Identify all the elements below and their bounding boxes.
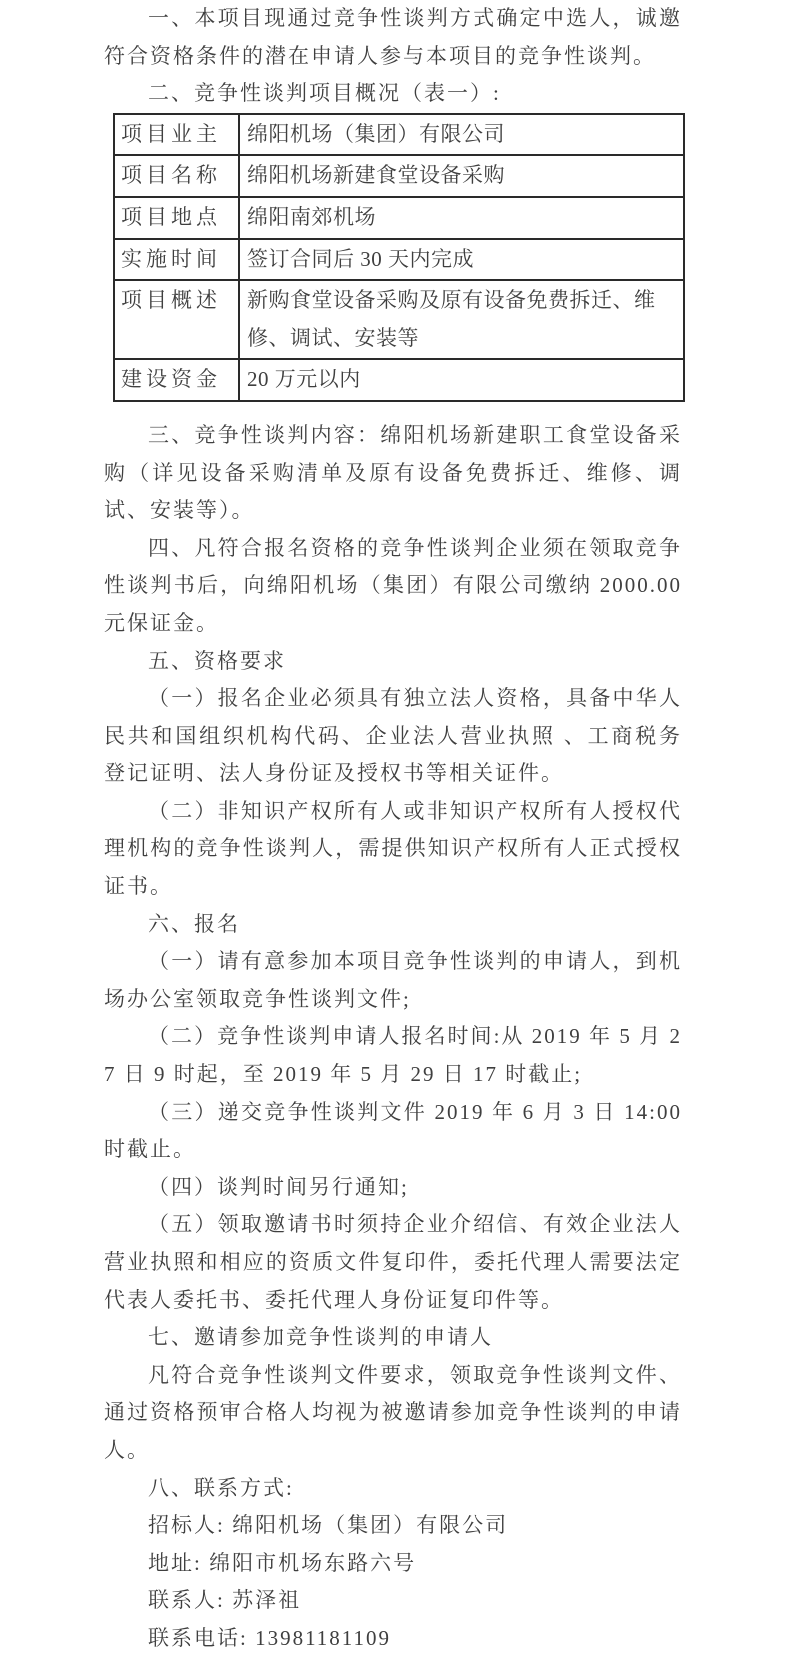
table-row	[114, 239, 684, 281]
table-cell-value: 新购食堂设备采购及原有设备免费拆迁、维修、调试、安装等	[239, 280, 684, 359]
paragraph: 招标人: 绵阳机场（集团）有限公司	[148, 1513, 509, 1538]
table-cell-value: 签订合同后 30 天内完成	[239, 239, 684, 281]
paragraph: （二）竞争性谈判申请人报名时间:从 2019 年 5 月 27 日 9 时起，至 2019 年 5 月 29 日 17 时截止;	[104, 1024, 682, 1087]
paragraph: （二）非知识产权所有人或非知识产权所有人授权代理机构的竞争性谈判人，需提供知识产权所有人正式授权证书。	[104, 798, 682, 899]
paragraph: 四、凡符合报名资格的竞争性谈判企业须在领取竞争性谈判书后，向绵阳机场（集团）有限公司缴纳 2000.00 元保证金。	[104, 535, 682, 635]
body-section	[104, 417, 682, 1658]
project-overview-table	[113, 113, 685, 402]
paragraph: 一、本项目现通过竞争性谈判方式确定中选人，诚邀符合资格条件的潜在申请人参与本项目的竞争性谈判。	[104, 6, 682, 68]
table-cell-value: 绵阳机场新建食堂设备采购	[239, 155, 684, 197]
table-cell-label: 项目概述	[114, 280, 239, 359]
paragraph: （三）递交竞争性谈判文件 2019 年 6 月 3 日 14:00 时截止。	[104, 1099, 682, 1162]
table-cell-label: 实施时间	[114, 239, 239, 281]
paragraph: 联系人: 苏泽祖	[148, 1588, 302, 1613]
table-row	[114, 155, 684, 197]
table-row	[114, 359, 684, 401]
table-cell-value: 绵阳南郊机场	[239, 197, 684, 239]
paragraph: （一）请有意参加本项目竞争性谈判的申请人，到机场办公室领取竞争性谈判文件;	[104, 949, 682, 1011]
paragraph: 八、联系方式:	[148, 1475, 294, 1500]
table-cell-label: 项目名称	[114, 155, 239, 197]
paragraph: 五、资格要求	[148, 648, 286, 673]
paragraph: 三、竞争性谈判内容：绵阳机场新建职工食堂设备采购（详见设备采购清单及原有设备免费拆迁、维修、调试、安装等）。	[104, 422, 682, 523]
table-cell-value: 20 万元以内	[239, 359, 684, 401]
paragraph: 凡符合竞争性谈判文件要求，领取竞争性谈判文件、通过资格预审合格人均视为被邀请参加竞争性谈判的申请人。	[104, 1362, 682, 1462]
intro-section	[104, 0, 682, 113]
paragraph: （五）领取邀请书时须持企业介绍信、有效企业法人营业执照和相应的资质文件复印件，委托代理人需要法定代表人委托书、委托代理人身份证复印件等。	[104, 1212, 682, 1312]
table-row	[114, 114, 684, 156]
paragraph: （一）报名企业必须具有独立法人资格，具备中华人民共和国组织机构代码、企业法人营业执照 、工商税务登记证明、法人身份证及授权书等相关证件。	[104, 686, 682, 786]
paragraph: 联系电话: 13981181109	[148, 1625, 392, 1650]
project-overview-table-body	[114, 114, 684, 401]
paragraph: 六、报名	[148, 911, 240, 936]
paragraph: 地址: 绵阳市机场东路六号	[148, 1550, 417, 1575]
table-cell-label: 建设资金	[114, 359, 239, 401]
table-cell-label: 项目业主	[114, 114, 239, 156]
table-row	[114, 197, 684, 239]
table-cell-label: 项目地点	[114, 197, 239, 239]
paragraph: （四）谈判时间另行通知;	[148, 1174, 409, 1199]
table-cell-value: 绵阳机场（集团）有限公司	[239, 114, 684, 156]
table-row	[114, 280, 684, 359]
paragraph: 二、竞争性谈判项目概况（表一）:	[148, 81, 501, 106]
paragraph: 七、邀请参加竞争性谈判的申请人	[148, 1325, 493, 1350]
